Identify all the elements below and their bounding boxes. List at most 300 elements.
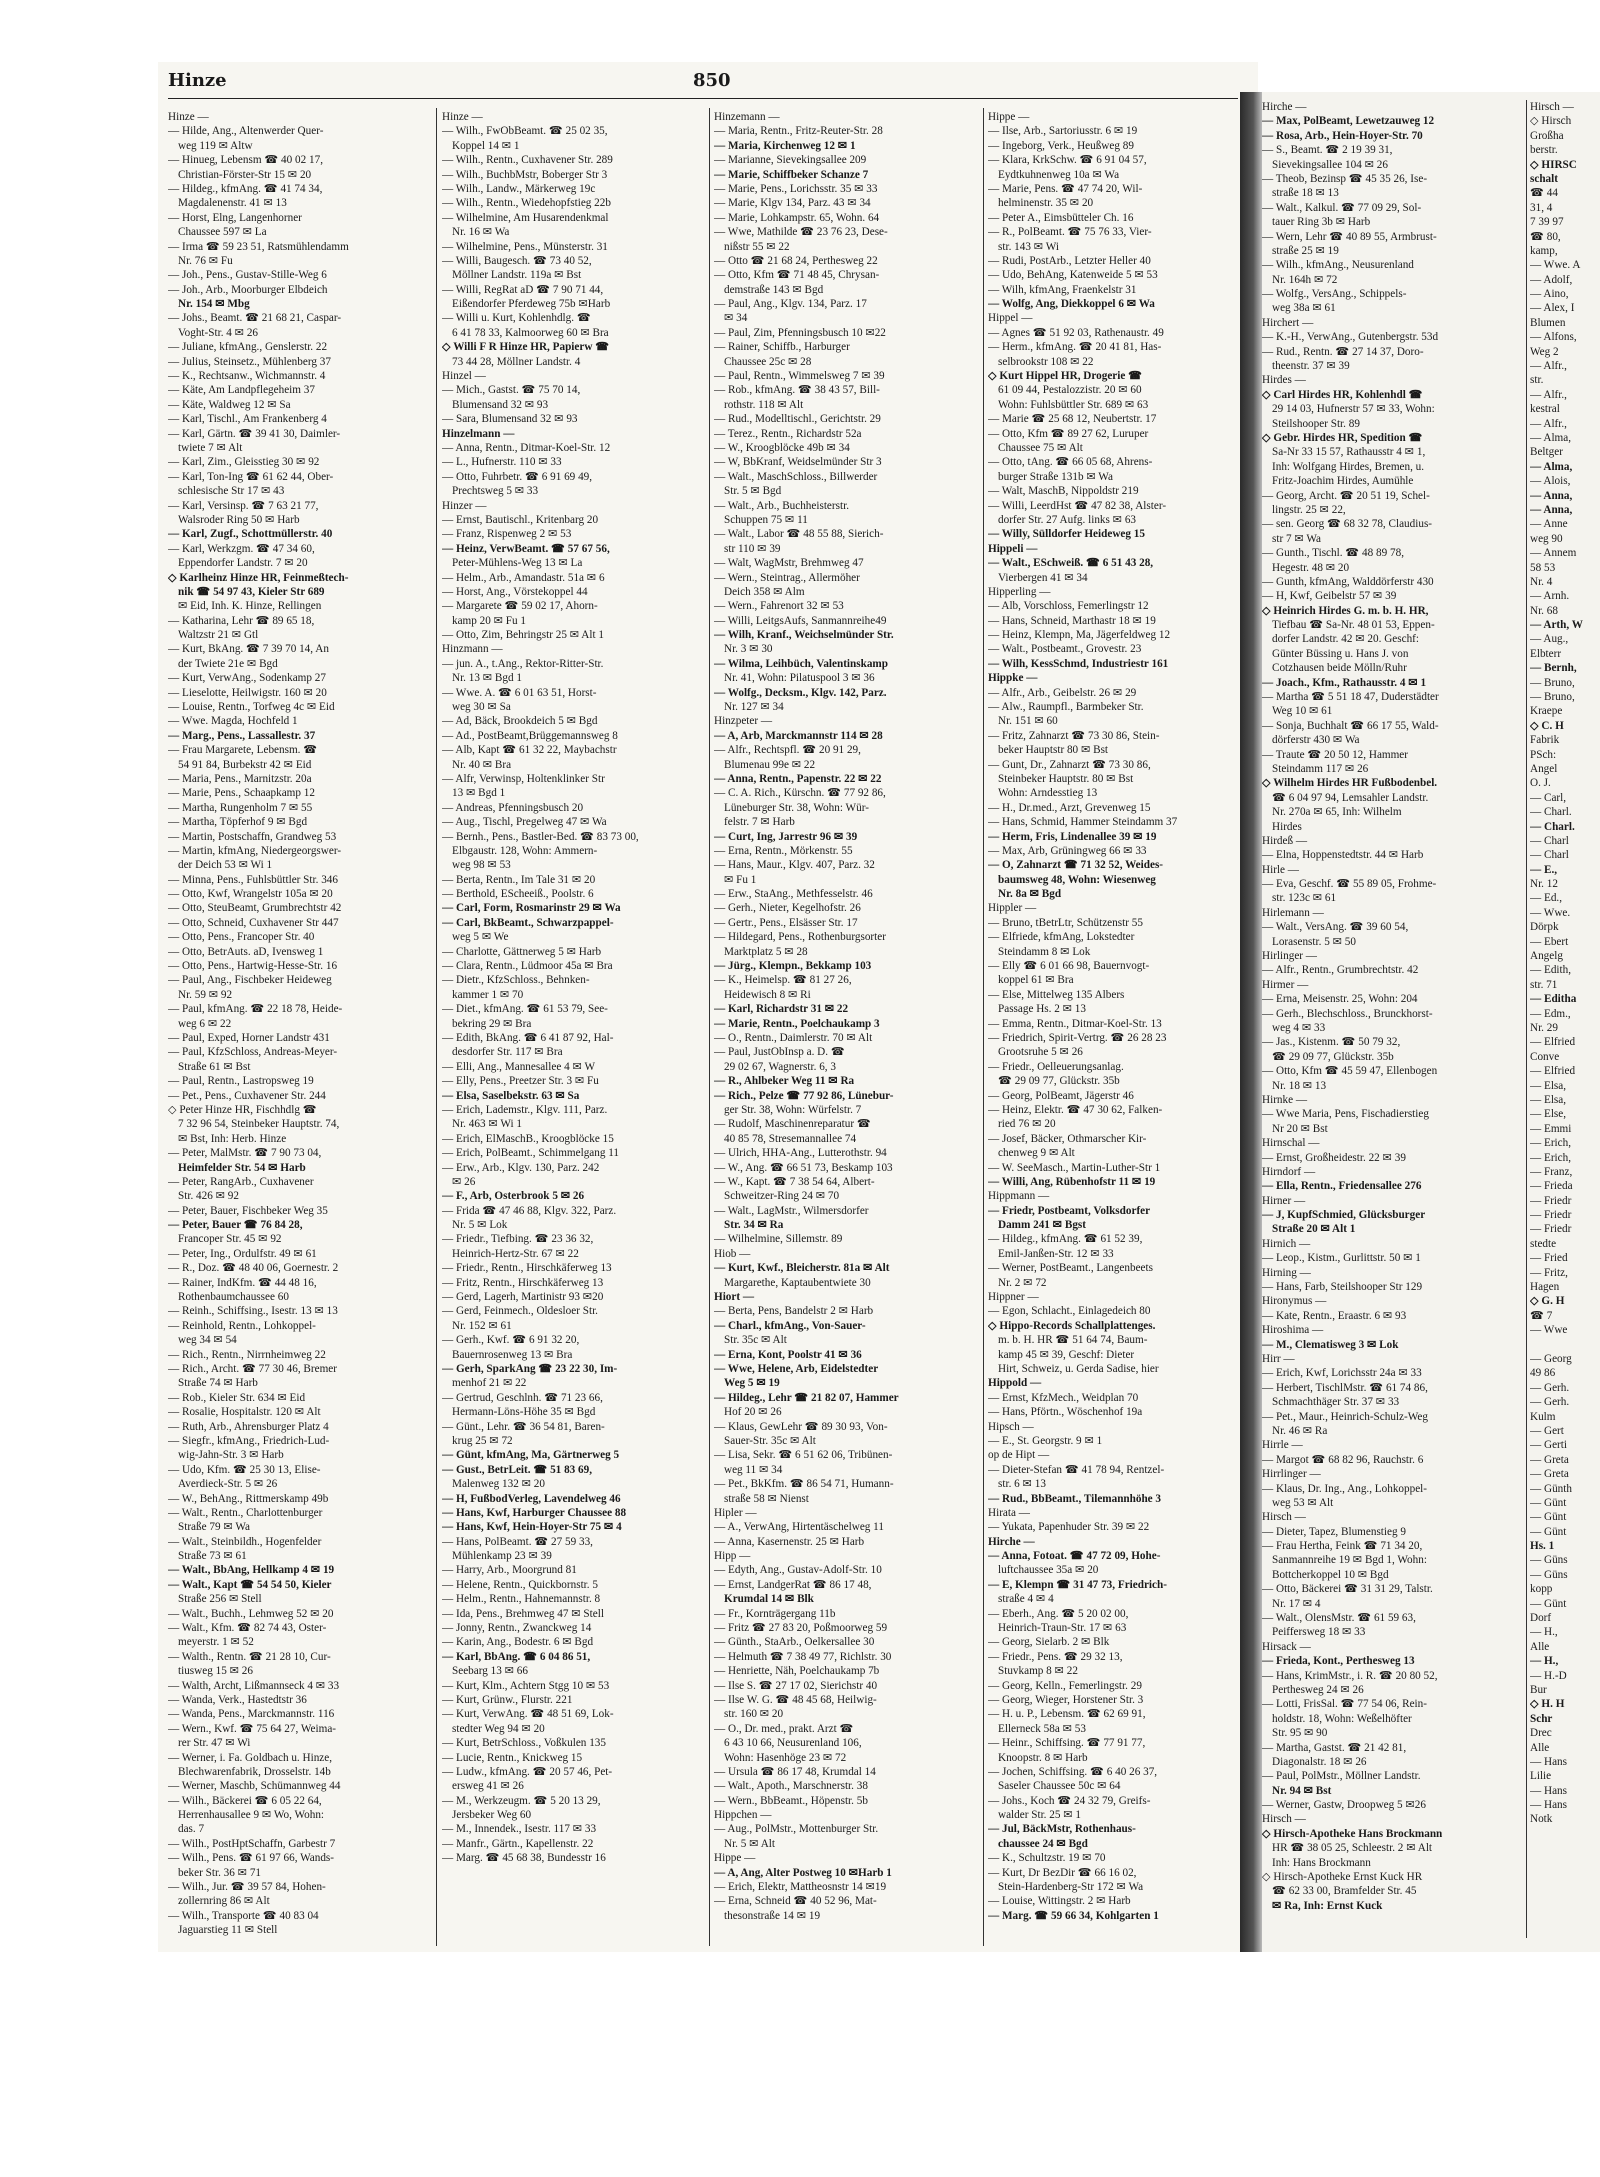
- directory-entry: Nr. 46 ✉ Ra: [1272, 1424, 1328, 1437]
- directory-entry: 40 85 78, Stresemannallee 74: [724, 1132, 857, 1145]
- directory-entry: Bauernrosenweg 13 ✉ Bra: [452, 1348, 573, 1361]
- directory-entry: — Güns: [1530, 1554, 1568, 1567]
- directory-entry: — A, Ang, Alter Postweg 10 ✉Harb 1: [714, 1866, 892, 1879]
- directory-entry: — Gerti: [1530, 1439, 1567, 1452]
- directory-entry: — Maria, Kirchenweg 12 ✉ 1: [714, 139, 856, 152]
- directory-entry: Nr. 2 ✉ 72: [998, 1276, 1047, 1289]
- directory-entry: Straße 20 ✉ Alt 1: [1272, 1223, 1356, 1236]
- directory-entry: Weg 5 ✉ 19: [724, 1377, 780, 1390]
- directory-entry: — Alfr.,: [1530, 388, 1567, 401]
- directory-entry: str. 160 ✉ 20: [724, 1708, 784, 1721]
- directory-entry: — Kurt, BetrSchloss., Voßkulen 135: [442, 1737, 606, 1750]
- directory-entry: — Wilma, Leihbüch, Valentinskamp: [714, 657, 888, 670]
- directory-entry: — Hildeg., kfmAng. ☎ 61 52 39,: [988, 1233, 1143, 1246]
- directory-entry: — Walt., MaschSchloss., Billwerder: [714, 470, 878, 483]
- directory-entry: — Karl, BbAng. ☎ 6 04 86 51,: [442, 1650, 591, 1663]
- directory-entry: — Hans, Maur., Klgv. 407, Parz. 32: [714, 859, 875, 872]
- directory-entry: — Siegfr., kfmAng., Friedrich-Lud-: [168, 1434, 330, 1447]
- directory-entry: Alle: [1530, 1640, 1550, 1653]
- directory-entry: Damm 241 ✉ Bgst: [998, 1219, 1086, 1232]
- directory-entry: — Wern., Kwf. ☎ 75 64 27, Weima-: [168, 1722, 337, 1735]
- directory-entry: — Edm.,: [1530, 1007, 1571, 1020]
- directory-entry: Nr. 151 ✉ 60: [998, 715, 1058, 728]
- directory-entry: — Charl., kfmAng., Von-Sauer-: [714, 1319, 866, 1332]
- directory-entry: 6 43 10 66, Neusurenland 106,: [724, 1737, 862, 1750]
- directory-entry: Emil-Janßen-Str. 12 ✉ 33: [998, 1247, 1114, 1260]
- directory-entry: Hirche —: [1262, 101, 1307, 113]
- directory-entry: weg 53 ✉ Alt: [1272, 1496, 1334, 1509]
- directory-entry: twiete 7 ✉ Alt: [178, 441, 243, 454]
- directory-entry: — Marg., Pens., Lassallestr. 37: [168, 729, 316, 742]
- directory-entry: — Karl, Werkzgm. ☎ 47 34 60,: [168, 542, 315, 555]
- directory-entry: — Bruno,: [1530, 691, 1575, 704]
- directory-entry: walder Str. 25 ✉ 1: [998, 1809, 1082, 1822]
- directory-entry: — W., BehAng., Rittmerskamp 49b: [168, 1492, 329, 1505]
- directory-column-5: [1262, 100, 1524, 1940]
- directory-entry: holdstr. 18, Wohn: Weßelhöfter: [1272, 1712, 1412, 1725]
- directory-entry: — Rainer, Schiffb., Harburger: [714, 341, 850, 354]
- directory-entry: — Rainer, IndKfm. ☎ 44 48 16,: [168, 1276, 317, 1289]
- directory-entry: Nr. 18 ✉ 13: [1272, 1079, 1327, 1092]
- directory-entry: — Maria, Rentn., Fritz-Reuter-Str. 28: [714, 125, 883, 138]
- directory-entry: — Gerh., Nieter, Kegelhofstr. 26: [714, 902, 861, 915]
- directory-entry: — Wilh., Transporte ☎ 40 83 04: [168, 1909, 319, 1922]
- directory-entry: — Werner, PostBeamt., Langenbeets: [988, 1262, 1153, 1275]
- directory-entry: Fabrik: [1530, 734, 1560, 747]
- directory-entry: — Werner, Maschb, Schümannweg 44: [168, 1780, 341, 1793]
- directory-entry: — Friedr., Tiefbing. ☎ 23 36 32,: [442, 1233, 594, 1246]
- directory-entry: — Günt: [1530, 1496, 1567, 1509]
- directory-entry: — Walt., OlensMstr. ☎ 61 59 63,: [1262, 1612, 1416, 1625]
- directory-entry: — Fritz ☎ 27 83 20, Poßmoorweg 59: [714, 1622, 888, 1635]
- directory-entry: bekring 29 ✉ Bra: [452, 1017, 532, 1030]
- directory-entry: — Charl: [1530, 834, 1569, 847]
- directory-entry: — Bruno, tBetrLtr, Schützenstr 55: [988, 916, 1143, 929]
- directory-entry: — Wwe. A: [1530, 259, 1581, 272]
- directory-entry: — Karl, Richardstr 31 ✉ 22: [714, 1003, 849, 1016]
- directory-entry: — Wilh., Landw., Märkerweg 19c: [442, 182, 596, 195]
- directory-entry: — Herm, Fris, Lindenallee 39 ✉ 19: [988, 830, 1157, 843]
- directory-entry: Hirlemann —: [1262, 906, 1324, 919]
- directory-entry: Hippner —: [988, 1291, 1039, 1304]
- directory-entry: Hinzel —: [442, 370, 486, 383]
- directory-entry: — Ingeborg, Verk., Heußweg 89: [988, 139, 1134, 152]
- directory-entry: Dörpk: [1530, 921, 1559, 934]
- directory-entry: — Wilh, KessSchmd, Industriestr 161: [988, 657, 1169, 670]
- directory-entry: — F., Arb, Osterbrook 5 ✉ 26: [442, 1190, 585, 1203]
- directory-entry: — K.-H., VerwAng., Gutenbergstr. 53d: [1262, 331, 1439, 344]
- directory-entry: Hirnschal —: [1262, 1137, 1320, 1150]
- directory-entry: Weg 10 ✉ 61: [1272, 705, 1333, 718]
- directory-entry: — Alfr.,: [1530, 360, 1567, 373]
- directory-entry: ☎ 29 09 77, Glückstr. 35b: [998, 1075, 1120, 1088]
- directory-entry: — Johs., Koch ☎ 24 32 79, Greifs-: [988, 1794, 1151, 1807]
- directory-entry: ◇ Hirsch-Apotheke Ernst Kuck HR: [1262, 1871, 1423, 1884]
- directory-entry: — Willy, Sülldorfer Heideweg 15: [988, 528, 1145, 541]
- directory-entry: — Gerd, Feinmech., Oldesloer Str.: [442, 1305, 598, 1318]
- directory-entry: Inh: Wolfgang Hirdes, Bremen, u.: [1272, 460, 1425, 473]
- directory-entry: kammer 1 ✉ 70: [452, 988, 524, 1001]
- directory-entry: ✉ Ra, Inh: Ernst Kuck: [1272, 1899, 1383, 1912]
- directory-entry: — Adolf,: [1530, 273, 1573, 286]
- column-divider: [983, 108, 984, 1946]
- directory-entry: — Otto, Schneid, Cuxhavener Str 447: [168, 916, 339, 929]
- directory-entry: — Max, Arb, Grüningweg 66 ✉ 33: [988, 844, 1147, 857]
- directory-entry: — Lucie, Rentn., Knickweg 15: [442, 1751, 583, 1764]
- directory-entry: — Gerd, Lagerh, Martinistr 93 ✉20: [442, 1291, 604, 1304]
- directory-entry: Nr. 76 ✉ Fu: [178, 254, 233, 267]
- directory-entry: — Karl, Gärtn. ☎ 39 41 30, Daimler-: [168, 427, 341, 440]
- directory-entry: Blumensand 32 ✉ 93: [452, 398, 549, 411]
- directory-entry: — Erich, ElMaschB., Kroogblöcke 15: [442, 1132, 614, 1145]
- directory-entry: Str. 5 ✉ Bgd: [724, 485, 782, 498]
- directory-entry: — Willi, Ang, Rübenhofstr 11 ✉ 19: [988, 1175, 1156, 1188]
- directory-entry: — Maria, Pens., Marnitzstr. 20a: [168, 772, 312, 785]
- directory-entry: Hippchen —: [714, 1809, 772, 1822]
- directory-entry: — H, FußbodVerleg, Lavendelweg 46: [442, 1492, 621, 1505]
- directory-entry: thesonstraße 14 ✉ 19: [724, 1909, 821, 1922]
- directory-entry: — Else, Mittelweg 135 Albers: [988, 988, 1125, 1001]
- directory-entry: — Elfried: [1530, 1065, 1576, 1078]
- directory-entry: ◇ Wilhelm Hirdes HR Fußbodenbel.: [1262, 777, 1438, 790]
- directory-entry: Schuppen 75 ✉ 11: [724, 513, 808, 526]
- directory-entry: — Rosa, Arb., Hein-Hoyer-Str. 70: [1262, 129, 1423, 142]
- directory-entry: — Otto, Bäckerei ☎ 31 31 29, Talstr.: [1262, 1583, 1433, 1596]
- directory-entry: Inh: Hans Brockmann: [1272, 1856, 1371, 1869]
- directory-entry: — Hans, Schneid, Marthastr 18 ✉ 19: [988, 614, 1156, 627]
- directory-entry: — Martha, Gastst. ☎ 21 42 81,: [1262, 1741, 1407, 1754]
- directory-entry: — jun. A., t.Ang., Rektor-Ritter-Str.: [442, 657, 604, 670]
- directory-entry: — Egon, Schlacht., Einlagedeich 80: [988, 1305, 1151, 1318]
- directory-entry: Hinzelmann —: [442, 427, 515, 440]
- directory-entry: — Ida, Pens., Brehmweg 47 ✉ Stell: [442, 1607, 604, 1620]
- directory-entry: — Herbert, TischlMstr. ☎ 61 74 86,: [1262, 1381, 1428, 1394]
- directory-entry: ◇ C. H: [1530, 719, 1564, 732]
- directory-entry: Hirsack —: [1262, 1640, 1311, 1653]
- directory-entry: — Paul, JustObInsp a. D. ☎: [714, 1046, 845, 1059]
- directory-entry: op de Hipt —: [988, 1449, 1050, 1462]
- directory-entry: krug 25 ✉ 72: [452, 1434, 513, 1447]
- directory-entry: — Wilh., kfmAng., Neusurenland: [1262, 259, 1414, 272]
- directory-entry: beker Hauptstr 80 ✉ Bst: [998, 744, 1109, 757]
- directory-entry: ◇ Hirsch-Apotheke Hans Brockmann: [1262, 1827, 1443, 1840]
- directory-entry: — Gunt, Dr., Zahnarzt ☎ 73 30 86,: [988, 758, 1151, 771]
- directory-entry: — Erich, PolBeamt., Schimmelgang 11: [442, 1147, 620, 1160]
- directory-entry: Weg 2: [1530, 345, 1559, 358]
- directory-entry: — Georg, PolBeamt, Jägerstr 46: [988, 1089, 1134, 1102]
- directory-entry: Perthesweg 24 ✉ 26: [1272, 1683, 1364, 1696]
- directory-entry: — Jas., Kistenm. ☎ 50 79 32,: [1262, 1036, 1401, 1049]
- directory-entry: Alle: [1530, 1741, 1550, 1754]
- directory-entry: Hirata —: [988, 1506, 1030, 1519]
- directory-entry: — Otto, Kfm ☎ 89 27 62, Luruper: [988, 427, 1149, 440]
- directory-entry: — Marie, Klgv 134, Parz. 43 ✉ 34: [714, 197, 871, 210]
- directory-entry: — Greta: [1530, 1468, 1569, 1481]
- directory-entry: Hipler —: [714, 1506, 757, 1519]
- directory-entry: — Otto, Fuhrbetr. ☎ 6 91 69 49,: [442, 470, 593, 483]
- directory-entry: — Otto, Pens., Hartwig-Hesse-Str. 16: [168, 960, 338, 973]
- directory-entry: — Marie, Pens., Schaapkamp 12: [168, 787, 315, 800]
- directory-entry: — K., Rechtsanw., Wichmannstr. 4: [168, 370, 326, 383]
- directory-entry: Nr. 17 ✉ 4: [1272, 1597, 1321, 1610]
- directory-entry: — Gertrud, Geschlnh. ☎ 71 23 66,: [442, 1391, 603, 1404]
- directory-entry: Hirnich —: [1262, 1237, 1311, 1250]
- directory-entry: tauer Ring 3b ✉ Harb: [1272, 216, 1371, 229]
- column-divider: [709, 108, 710, 1946]
- directory-entry: — Walt., Labor ☎ 48 55 88, Sierich-: [714, 528, 884, 541]
- directory-entry: rothstr. 118 ✉ Alt: [724, 398, 804, 411]
- directory-entry: — Otto ☎ 21 68 24, Perthesweg 22: [714, 254, 878, 267]
- directory-entry: — Jochen, Schiffsing. ☎ 6 40 26 37,: [988, 1765, 1158, 1778]
- directory-entry: — M., Werkzeugm. ☎ 5 20 13 29,: [442, 1794, 601, 1807]
- directory-entry: Voght-Str. 4 ✉ 26: [178, 326, 259, 339]
- directory-entry: — Dieter, Tapez, Blumenstieg 9: [1262, 1525, 1406, 1538]
- directory-entry: — Max, PolBeamt, Lewetzauweg 12: [1262, 115, 1435, 128]
- directory-entry: Str. 426 ✉ 92: [178, 1190, 239, 1203]
- directory-entry: dörferstr 430 ✉ Wa: [1272, 734, 1360, 747]
- directory-entry: ☎ 62 33 00, Bramfelder Str. 45: [1272, 1885, 1417, 1898]
- directory-entry: Lüneburger Str. 38, Wohn: Wür-: [724, 801, 869, 814]
- directory-entry: — Gertr., Pens., Elsässer Str. 17: [714, 916, 858, 929]
- directory-entry: Hirchert —: [1262, 316, 1314, 329]
- directory-entry: — Anne: [1530, 518, 1568, 531]
- directory-entry: — Erich, Elektr, Mattheosnstr 14 ✉19: [714, 1881, 887, 1894]
- directory-entry: — Martin, Postschaffn, Grandweg 53: [168, 830, 337, 843]
- directory-entry: — Günth: [1530, 1482, 1572, 1495]
- directory-entry: Seebarg 13 ✉ 66: [452, 1665, 528, 1678]
- directory-entry: — Ulrich, HHA-Ang., Lutterothstr. 94: [714, 1147, 887, 1160]
- directory-entry: — Günt: [1530, 1597, 1567, 1610]
- directory-entry: Conve: [1530, 1050, 1560, 1063]
- directory-entry: — Emma, Rentn., Ditmar-Koel-Str. 13: [988, 1017, 1162, 1030]
- directory-entry: Dorf: [1530, 1612, 1552, 1625]
- directory-entry: — Wilh, kfmAng, Fraenkelstr 31: [988, 283, 1137, 296]
- directory-entry: — O, Zahnarzt ☎ 71 32 52, Weides-: [988, 859, 1164, 872]
- directory-entry: — Friedr., Pens. ☎ 29 32 13,: [988, 1650, 1123, 1663]
- directory-entry: dorfer Landstr. 42 ✉ 20. Geschf:: [1272, 633, 1420, 646]
- directory-entry: Malenweg 132 ✉ 20: [452, 1478, 545, 1491]
- directory-entry: Hof 20 ✉ 26: [724, 1406, 782, 1419]
- directory-entry: Hirndorf —: [1262, 1165, 1316, 1178]
- directory-entry: ✉ Bst, Inh: Herb. Hinze: [178, 1132, 287, 1145]
- directory-entry: — Otto, Kfm ☎ 45 59 47, Ellenbogen: [1262, 1065, 1438, 1078]
- directory-entry: — Käte, Am Landpflegeheim 37: [168, 384, 315, 397]
- directory-entry: — Charl.: [1530, 820, 1575, 833]
- directory-entry: — Elsa,: [1530, 1079, 1567, 1092]
- directory-entry: — Gerh.: [1530, 1381, 1570, 1394]
- directory-entry: — Alb, Kapt ☎ 61 32 22, Maybachstr: [442, 744, 617, 757]
- directory-entry: Magdalenenstr. 41 ✉ 13: [178, 197, 287, 210]
- directory-entry: — H, Kwf, Geibelstr 57 ✉ 39: [1262, 590, 1397, 603]
- directory-entry: kamp 45 ✉ 39, Geschf: Dieter: [998, 1348, 1135, 1361]
- directory-entry: 31, 4: [1530, 201, 1553, 214]
- directory-entry: 58 53: [1530, 561, 1556, 574]
- directory-entry: — Marie, Lohkampstr. 65, Wohn. 64: [714, 211, 880, 224]
- directory-entry: Hinze —: [442, 111, 483, 123]
- directory-entry: — Erna, Schneid ☎ 40 52 96, Mat-: [714, 1895, 877, 1908]
- directory-entry: — Martha, Rungenholm 7 ✉ 55: [168, 801, 313, 814]
- directory-entry: ◇ Karlheinz Hinze HR, Feinmeßtech-: [168, 571, 349, 584]
- directory-entry: — Wern, Lehr ☎ 40 89 55, Armbrust-: [1262, 230, 1437, 243]
- directory-entry: m. b. H. HR ☎ 51 64 74, Baum-: [998, 1334, 1148, 1347]
- directory-entry: — Walt., Steinbildh., Hogenfelder: [168, 1535, 322, 1548]
- directory-entry: — Gerh, SparkAng ☎ 23 22 30, Im-: [442, 1362, 618, 1375]
- directory-entry: ◇ Hirsch: [1530, 115, 1572, 128]
- directory-entry: ✉ Fu 1: [724, 873, 757, 886]
- directory-entry: — Wilh., Pens. ☎ 61 97 66, Wands-: [168, 1852, 334, 1865]
- directory-entry: — Wilhelmine, Sillemstr. 89: [714, 1233, 843, 1246]
- directory-entry: Hirlinger —: [1262, 950, 1317, 963]
- directory-entry: weg 119 ✉ Altw: [178, 139, 253, 152]
- directory-entry: Margarethe, Kaptaubentwiete 30: [724, 1276, 871, 1289]
- directory-entry: Nr. 12: [1530, 878, 1558, 891]
- directory-entry: — Elly, Pens., Preetzer Str. 3 ✉ Fu: [442, 1075, 599, 1088]
- directory-entry: — W, BbKranf, Weidselmünder Str 3: [714, 456, 882, 469]
- directory-entry: weg 98 ✉ 53: [452, 859, 511, 872]
- directory-entry: — Erna, Kont, Poolstr 41 ✉ 36: [714, 1348, 862, 1361]
- directory-entry: selbrookstr 108 ✉ 22: [998, 355, 1094, 368]
- directory-entry: — Kurt, Kwf., Bleicherstr. 81a ✉ Alt: [714, 1262, 890, 1275]
- directory-entry: — Frida ☎ 47 46 88, Klgv. 322, Parz.: [442, 1204, 617, 1217]
- directory-entry: Hipsch —: [988, 1420, 1034, 1433]
- directory-entry: ◇ Carl Hirdes HR, Kohlenhdl ☎: [1262, 388, 1423, 401]
- directory-entry: — Peter, Bauer ☎ 76 84 28,: [168, 1219, 303, 1232]
- directory-entry: Nr. 5 ✉ Lok: [452, 1219, 508, 1232]
- directory-entry: Straße 256 ✉ Stell: [178, 1593, 262, 1606]
- directory-column-1: [168, 110, 430, 1950]
- directory-entry: — Paul, KfzSchloss, Andreas-Meyer-: [168, 1046, 338, 1059]
- directory-entry: str 110 ✉ 39: [724, 542, 781, 555]
- directory-entry: — Terez., Rentn., Richardstr 52a: [714, 427, 862, 440]
- directory-entry: ✉ 26: [452, 1175, 476, 1188]
- directory-entry: — Paul, Rentn., Lastropsweg 19: [168, 1075, 314, 1088]
- directory-entry: Heimfelder Str. 54 ✉ Harb: [178, 1161, 306, 1174]
- directory-entry: — Rich., Archt. ☎ 77 30 46, Bremer: [168, 1362, 337, 1375]
- directory-entry: — Joh., Arb., Moorburger Elbdeich: [168, 283, 328, 296]
- directory-entry: Blumenau 99e ✉ 22: [724, 758, 816, 771]
- directory-entry: — Walt., VersAng. ☎ 39 60 54,: [1262, 921, 1409, 934]
- directory-entry: — Wilhelmine, Pens., Münsterstr. 31: [442, 240, 608, 253]
- directory-entry: Krumdal 14 ✉ Blk: [724, 1593, 814, 1606]
- directory-entry: Mühlenkamp 23 ✉ 39: [452, 1550, 552, 1563]
- directory-entry: Blechwarenfabrik, Drosselstr. 14b: [178, 1765, 331, 1778]
- directory-entry: Ellerneck 58a ✉ 53: [998, 1722, 1086, 1735]
- header-rule: [168, 98, 1238, 99]
- directory-entry: Herrenhausallee 9 ✉ Wo, Wohn:: [178, 1809, 325, 1822]
- directory-entry: Prechtsweg 5 ✉ 33: [452, 485, 539, 498]
- directory-entry: — Willi, LeerdHst ☎ 47 82 38, Alster-: [988, 499, 1167, 512]
- directory-entry: Hirnke —: [1262, 1093, 1308, 1106]
- directory-entry: ersweg 41 ✉ 26: [452, 1780, 524, 1793]
- directory-entry: demstraße 143 ✉ Bgd: [724, 283, 824, 296]
- directory-entry: Angelg: [1530, 950, 1563, 963]
- directory-entry: 61 09 44, Pestalozzistr. 20 ✉ 60: [998, 384, 1142, 397]
- directory-entry: — Wilhelmine, Am Husarendenkmal: [442, 211, 609, 224]
- directory-entry: — H.-D: [1530, 1669, 1567, 1682]
- directory-entry: — Ruth, Arb., Ahrensburger Platz 4: [168, 1420, 329, 1433]
- directory-entry: tiusweg 15 ✉ 26: [178, 1665, 253, 1678]
- directory-entry: — Hans, Kwf, Hein-Hoyer-Str 75 ✉ 4: [442, 1521, 622, 1534]
- directory-entry: — Willi, LeitgsAufs, Sanmannreihe49: [714, 614, 887, 627]
- directory-entry: das. 7: [178, 1823, 205, 1836]
- directory-entry: ◇ Peter Hinze HR, Fischhdlg ☎: [168, 1103, 317, 1116]
- directory-entry: Hs. 1: [1530, 1540, 1555, 1553]
- directory-entry: straße 58 ✉ Nienst: [724, 1492, 809, 1505]
- directory-entry: — Walt, WagMstr, Brehmweg 47: [714, 557, 864, 570]
- directory-entry: Jersbeker Weg 60: [452, 1809, 532, 1822]
- directory-entry: — K., Heimelsp. ☎ 81 27 26,: [714, 974, 852, 987]
- directory-entry: weg 30 ✉ Sa: [452, 701, 511, 714]
- directory-entry: ☎ 7: [1530, 1309, 1553, 1322]
- directory-entry: — Anna,: [1530, 503, 1573, 516]
- directory-entry: — Wwe, Mathilde ☎ 23 76 23, Dese-: [714, 226, 888, 239]
- directory-entry: — Gunth., Tischl. ☎ 48 89 78,: [1262, 547, 1404, 560]
- directory-column-2: [442, 110, 704, 1950]
- directory-entry: Straße 74 ✉ Harb: [178, 1377, 258, 1390]
- directory-entry: Hironymus —: [1262, 1295, 1327, 1308]
- directory-entry: Peter-Mühlens-Weg 13 ✉ La: [452, 557, 583, 570]
- directory-entry: rer Str. 47 ✉ Wi: [178, 1737, 251, 1750]
- directory-entry: — Paul, kfmAng. ☎ 22 18 78, Heide-: [168, 1003, 343, 1016]
- directory-entry: — Anna, Kasernenstr. 25 ✉ Harb: [714, 1535, 865, 1548]
- directory-entry: Chaussee 25c ✉ 28: [724, 355, 812, 368]
- directory-entry: Marktplatz 5 ✉ 28: [724, 945, 808, 958]
- directory-entry: — Ilse W. G. ☎ 48 45 68, Heilwig-: [714, 1693, 877, 1706]
- directory-entry: 29 02 67, Wagnerstr. 6, 3: [724, 1060, 836, 1073]
- directory-entry: — Wilh., Rentn., Wiedehopfstieg 22b: [442, 197, 611, 210]
- directory-entry: — Diet., kfmAng. ☎ 61 53 79, See-: [442, 1003, 608, 1016]
- directory-entry: — Wanda, Verk., Hastedtstr 36: [168, 1693, 307, 1706]
- page-header: [158, 62, 1258, 102]
- directory-entry: — Rich., Pelze ☎ 77 92 86, Lünebur-: [714, 1089, 894, 1102]
- directory-entry: meyerstr. 1 ✉ 52: [178, 1636, 254, 1649]
- directory-entry: Nr. 270a ✉ 65, Inh: Wilhelm: [1272, 806, 1402, 819]
- directory-entry: Chaussee 75 ✉ Alt: [998, 441, 1083, 454]
- directory-entry: — Walt., Kapt ☎ 54 54 50, Kieler: [168, 1578, 332, 1591]
- directory-entry: — Ebert: [1530, 935, 1569, 948]
- directory-entry: Nr. 152 ✉ 61: [452, 1319, 512, 1332]
- directory-entry: Wohn: Fuhlsbüttler Str. 689 ✉ 63: [998, 398, 1149, 411]
- directory-entry: — Sara, Blumensand 32 ✉ 93: [442, 413, 578, 426]
- directory-entry: Nr. 4: [1530, 575, 1553, 588]
- directory-entry: — Hans, Pförtn., Wöschenhof 19a: [988, 1406, 1143, 1419]
- directory-entry: — L., Hufnerstr. 110 ✉ 33: [442, 456, 562, 469]
- directory-entry: — Wwe. Magda, Hochfeld 1: [168, 715, 298, 728]
- directory-entry: — Edith,: [1530, 964, 1572, 977]
- directory-entry: — Georg, Sielarb. 2 ✉ Blk: [988, 1636, 1110, 1649]
- directory-entry: — Rudi, PostArb., Letzter Heller 40: [988, 254, 1151, 267]
- directory-entry: burger Straße 131b ✉ Wa: [998, 470, 1113, 483]
- directory-entry: — Gunth, kfmAng, Walddörferstr 430: [1262, 575, 1434, 588]
- directory-entry: Notk: [1530, 1813, 1553, 1826]
- directory-entry: — Alma,: [1530, 431, 1572, 444]
- directory-entry: — Martha, Töpferhof 9 ✉ Bgd: [168, 816, 308, 829]
- directory-entry: — Wolfg, Ang, Diekkoppel 6 ✉ Wa: [988, 298, 1155, 311]
- column-divider: [436, 108, 437, 1946]
- directory-entry: Christian-Förster-Str 15 ✉ 20: [178, 168, 312, 181]
- directory-entry: Hirsch —: [1262, 1813, 1306, 1826]
- directory-entry: — Hildeg., kfmAng. ☎ 41 74 34,: [168, 182, 323, 195]
- directory-entry: — Ernst, LandgerRat ☎ 86 17 48,: [714, 1578, 872, 1591]
- directory-entry: Lilie: [1530, 1770, 1552, 1783]
- directory-entry: — Wolfg., VersAng., Schippels-: [1262, 288, 1407, 301]
- directory-entry: — Paul, Zim, Pfenningsbusch 10 ✉22: [714, 326, 886, 339]
- directory-entry: ◇ Hippo-Records Schallplattenges.: [988, 1319, 1156, 1332]
- directory-entry: — Gert: [1530, 1424, 1564, 1437]
- directory-entry: — H.,: [1530, 1655, 1559, 1668]
- directory-entry: Stein-Hardenberg-Str 172 ✉ Wa: [998, 1881, 1144, 1894]
- directory-entry: beker Str. 36 ✉ 71: [178, 1866, 262, 1879]
